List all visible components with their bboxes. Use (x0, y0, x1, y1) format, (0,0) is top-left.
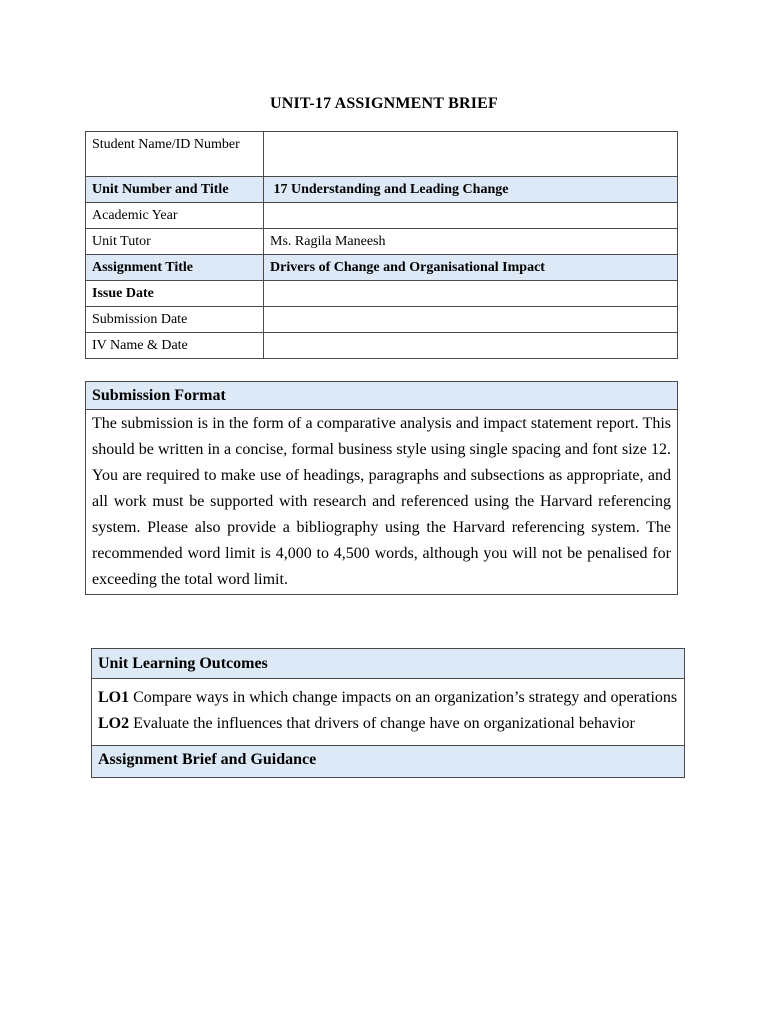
learning-outcome-item (98, 685, 678, 711)
iv-name-date-value (264, 333, 678, 359)
assignment-info-table (85, 131, 678, 359)
learning-outcome-code: LO1 (98, 689, 130, 706)
learning-outcome-item (98, 711, 678, 737)
table-row (86, 333, 678, 359)
submission-format-heading: Submission Format (86, 382, 678, 410)
table-row (86, 307, 678, 333)
academic-year-label: Academic Year (86, 203, 264, 229)
submission-format-box (85, 381, 678, 595)
learning-outcomes-box (91, 648, 685, 778)
student-name-value (264, 132, 678, 177)
learning-outcome-text: Evaluate the influences that drivers of change have on organizational behavior (129, 715, 635, 732)
unit-number-label: Unit Number and Title (86, 177, 264, 203)
assignment-title-label: Assignment Title (86, 255, 264, 281)
issue-date-value (264, 281, 678, 307)
unit-tutor-value: Ms. Ragila Maneesh (264, 229, 678, 255)
unit-tutor-label: Unit Tutor (86, 229, 264, 255)
table-row (86, 203, 678, 229)
student-name-label: Student Name/ID Number (86, 132, 264, 177)
table-row (86, 281, 678, 307)
brief-guidance-heading: Assignment Brief and Guidance (92, 746, 685, 778)
assignment-title-value: Drivers of Change and Organisational Impact (264, 255, 678, 281)
unit-number-value: 17 Understanding and Leading Change (264, 177, 678, 203)
academic-year-value (264, 203, 678, 229)
submission-date-value (264, 307, 678, 333)
table-row (86, 229, 678, 255)
page-title: UNIT-17 ASSIGNMENT BRIEF (270, 95, 498, 112)
table-row (86, 132, 678, 177)
table-row (86, 255, 678, 281)
learning-outcome-code: LO2 (98, 715, 130, 732)
table-row (86, 177, 678, 203)
iv-name-date-label: IV Name & Date (86, 333, 264, 359)
issue-date-label: Issue Date (86, 281, 264, 307)
learning-outcomes-list (92, 679, 685, 746)
submission-date-label: Submission Date (86, 307, 264, 333)
learning-outcomes-heading: Unit Learning Outcomes (92, 649, 685, 679)
learning-outcome-text: Compare ways in which change impacts on an organization’s strategy and operations (129, 689, 678, 706)
submission-format-body: The submission is in the form of a comparative analysis and impact statement report. This should be written in a concise, formal business style using single spacing and font size 12. You are required to make use of headings, paragraphs and subsections as appropriate, and all work must be supported with research and referenced using the Harvard referencing system. Please also provide a bibliography using the Harvard referencing system. The recommended word limit is 4,000 to 4,500 words, although you will not be penalised for exceeding the total word limit. (86, 410, 678, 595)
